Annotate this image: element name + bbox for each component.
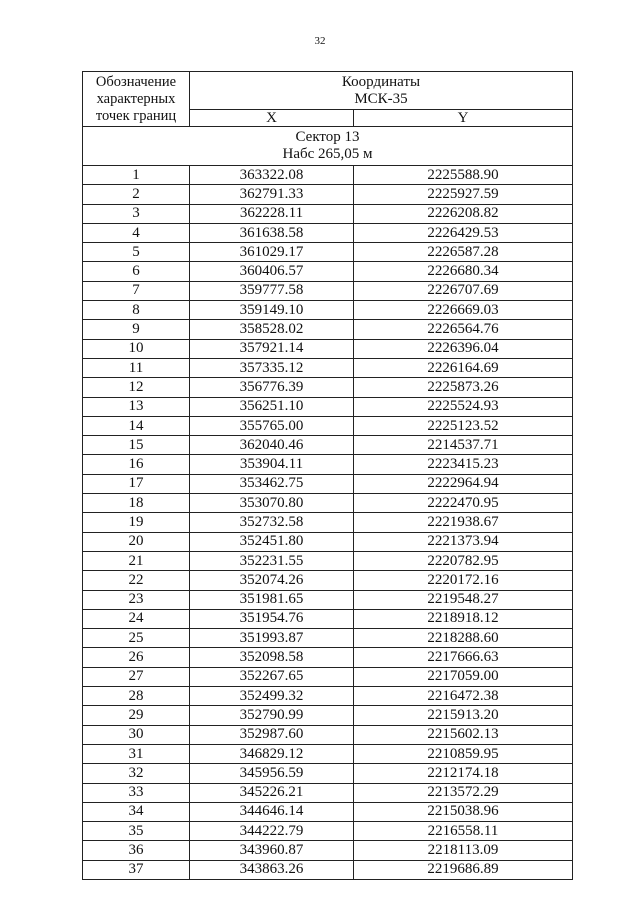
table-row — [83, 358, 573, 377]
point-number-cell: 1 — [83, 166, 190, 185]
x-coordinate-cell: 343960.87 — [190, 841, 354, 860]
table-row — [83, 802, 573, 821]
y-coordinate-cell: 2216472.38 — [354, 687, 573, 706]
y-coordinate-cell: 2225927.59 — [354, 185, 573, 204]
y-coordinate-cell: 2225524.93 — [354, 397, 573, 416]
point-number-cell: 25 — [83, 629, 190, 648]
y-coordinate-cell: 2222470.95 — [354, 494, 573, 513]
y-coordinate-cell: 2226669.03 — [354, 301, 573, 320]
x-coordinate-cell: 359777.58 — [190, 281, 354, 300]
y-coordinate-cell: 2226396.04 — [354, 339, 573, 358]
y-coordinate-cell: 2216558.11 — [354, 822, 573, 841]
x-coordinate-cell: 358528.02 — [190, 320, 354, 339]
page-number: 32 — [314, 35, 326, 47]
x-coordinate-cell: 361029.17 — [190, 243, 354, 262]
table-row — [83, 223, 573, 242]
table-row — [83, 185, 573, 204]
table-row — [83, 687, 573, 706]
point-number-cell: 26 — [83, 648, 190, 667]
header-coordinates-line-1: Координаты — [341, 73, 421, 90]
table-row — [83, 166, 573, 185]
table-row — [83, 571, 573, 590]
x-coordinate-cell: 352231.55 — [190, 551, 354, 570]
y-coordinate-cell: 2210859.95 — [354, 744, 573, 763]
column-x-header: X — [190, 110, 354, 127]
y-coordinate-cell: 2212174.18 — [354, 764, 573, 783]
y-coordinate-cell: 2226164.69 — [354, 358, 573, 377]
y-coordinate-cell: 2218288.60 — [354, 629, 573, 648]
y-coordinate-cell: 2226680.34 — [354, 262, 573, 281]
x-coordinate-cell: 351993.87 — [190, 629, 354, 648]
y-coordinate-cell: 2225588.90 — [354, 166, 573, 185]
y-coordinate-cell: 2226429.53 — [354, 223, 573, 242]
point-number-cell: 8 — [83, 301, 190, 320]
x-coordinate-cell: 353462.75 — [190, 474, 354, 493]
x-coordinate-cell: 352499.32 — [190, 687, 354, 706]
table-row — [83, 744, 573, 763]
point-number-cell: 27 — [83, 667, 190, 686]
point-number-cell: 21 — [83, 551, 190, 570]
point-number-cell: 31 — [83, 744, 190, 763]
y-coordinate-cell: 2214537.71 — [354, 436, 573, 455]
point-number-cell: 24 — [83, 609, 190, 628]
x-coordinate-cell: 361638.58 — [190, 223, 354, 242]
point-number-cell: 29 — [83, 706, 190, 725]
point-number-cell: 11 — [83, 358, 190, 377]
y-coordinate-cell: 2219548.27 — [354, 590, 573, 609]
point-number-cell: 16 — [83, 455, 190, 474]
y-coordinate-cell: 2223415.23 — [354, 455, 573, 474]
table-row — [83, 590, 573, 609]
x-coordinate-cell: 344646.14 — [190, 802, 354, 821]
point-number-cell: 30 — [83, 725, 190, 744]
point-number-cell: 5 — [83, 243, 190, 262]
y-coordinate-cell: 2217059.00 — [354, 667, 573, 686]
point-number-cell: 10 — [83, 339, 190, 358]
x-coordinate-cell: 352732.58 — [190, 513, 354, 532]
point-number-cell: 6 — [83, 262, 190, 281]
point-number-cell: 23 — [83, 590, 190, 609]
y-coordinate-cell: 2225123.52 — [354, 416, 573, 435]
x-coordinate-cell: 346829.12 — [190, 744, 354, 763]
y-coordinate-cell: 2219686.89 — [354, 860, 573, 879]
x-coordinate-cell: 352451.80 — [190, 532, 354, 551]
x-coordinate-cell: 362228.11 — [190, 204, 354, 223]
point-number-cell: 3 — [83, 204, 190, 223]
table-row — [83, 243, 573, 262]
y-coordinate-cell: 2226564.76 — [354, 320, 573, 339]
sector-title: Сектор 13 — [295, 129, 360, 145]
point-number-cell: 14 — [83, 416, 190, 435]
table-row — [83, 397, 573, 416]
table-row — [83, 339, 573, 358]
y-coordinate-cell: 2226707.69 — [354, 281, 573, 300]
table-row — [83, 301, 573, 320]
table-row — [83, 513, 573, 532]
table-row — [83, 281, 573, 300]
y-coordinate-cell: 2213572.29 — [354, 783, 573, 802]
x-coordinate-cell: 352267.65 — [190, 667, 354, 686]
table-row — [83, 551, 573, 570]
table-row — [83, 455, 573, 474]
table-row — [83, 320, 573, 339]
point-number-cell: 33 — [83, 783, 190, 802]
x-coordinate-cell: 352098.58 — [190, 648, 354, 667]
point-number-cell: 36 — [83, 841, 190, 860]
y-coordinate-cell: 2218113.09 — [354, 841, 573, 860]
x-coordinate-cell: 357335.12 — [190, 358, 354, 377]
header-coordinates — [190, 72, 573, 110]
x-coordinate-cell: 352074.26 — [190, 571, 354, 590]
column-y-header: Y — [354, 110, 573, 127]
y-coordinate-cell: 2226208.82 — [354, 204, 573, 223]
y-coordinate-cell: 2218918.12 — [354, 609, 573, 628]
table-row — [83, 262, 573, 281]
y-coordinate-cell: 2220172.16 — [354, 571, 573, 590]
x-coordinate-cell: 355765.00 — [190, 416, 354, 435]
sector-height: Набс 265,05 м — [282, 146, 373, 162]
y-coordinate-cell: 2225873.26 — [354, 378, 573, 397]
y-coordinate-cell: 2215913.20 — [354, 706, 573, 725]
x-coordinate-cell: 362791.33 — [190, 185, 354, 204]
x-coordinate-cell: 351954.76 — [190, 609, 354, 628]
y-coordinate-cell: 2222964.94 — [354, 474, 573, 493]
table-row — [83, 204, 573, 223]
y-coordinate-cell: 2215038.96 — [354, 802, 573, 821]
table-row — [83, 648, 573, 667]
coordinates-table — [82, 71, 573, 880]
point-number-cell: 32 — [83, 764, 190, 783]
x-coordinate-cell: 345226.21 — [190, 783, 354, 802]
header-points-line-1: Обозначение — [95, 73, 177, 90]
x-coordinate-cell: 344222.79 — [190, 822, 354, 841]
point-number-cell: 13 — [83, 397, 190, 416]
point-number-cell: 9 — [83, 320, 190, 339]
table-row — [83, 378, 573, 397]
x-coordinate-cell: 363322.08 — [190, 166, 354, 185]
x-coordinate-cell: 353904.11 — [190, 455, 354, 474]
header-points — [83, 72, 190, 127]
x-coordinate-cell: 353070.80 — [190, 494, 354, 513]
x-coordinate-cell: 362040.46 — [190, 436, 354, 455]
x-coordinate-cell: 345956.59 — [190, 764, 354, 783]
point-number-cell: 37 — [83, 860, 190, 879]
header-points-line-3: точек границ — [95, 107, 177, 124]
point-number-cell: 2 — [83, 185, 190, 204]
x-coordinate-cell: 352790.99 — [190, 706, 354, 725]
point-number-cell: 22 — [83, 571, 190, 590]
y-coordinate-cell: 2217666.63 — [354, 648, 573, 667]
point-number-cell: 18 — [83, 494, 190, 513]
y-coordinate-cell: 2221938.67 — [354, 513, 573, 532]
x-coordinate-cell: 357921.14 — [190, 339, 354, 358]
point-number-cell: 34 — [83, 802, 190, 821]
header-coordinates-line-2: МСК-35 — [354, 90, 408, 107]
table-row — [83, 764, 573, 783]
x-coordinate-cell: 356776.39 — [190, 378, 354, 397]
point-number-cell: 35 — [83, 822, 190, 841]
y-coordinate-cell: 2221373.94 — [354, 532, 573, 551]
y-coordinate-cell: 2215602.13 — [354, 725, 573, 744]
table-row — [83, 532, 573, 551]
x-coordinate-cell: 359149.10 — [190, 301, 354, 320]
table-row — [83, 822, 573, 841]
table-row — [83, 725, 573, 744]
point-number-cell: 17 — [83, 474, 190, 493]
point-number-cell: 19 — [83, 513, 190, 532]
table-row — [83, 609, 573, 628]
x-coordinate-cell: 352987.60 — [190, 725, 354, 744]
header-points-line-2: характерных — [96, 90, 176, 107]
table-row — [83, 783, 573, 802]
point-number-cell: 28 — [83, 687, 190, 706]
point-number-cell: 12 — [83, 378, 190, 397]
point-number-cell: 4 — [83, 223, 190, 242]
table-row — [83, 436, 573, 455]
x-coordinate-cell: 351981.65 — [190, 590, 354, 609]
table-row — [83, 667, 573, 686]
x-coordinate-cell: 360406.57 — [190, 262, 354, 281]
y-coordinate-cell: 2226587.28 — [354, 243, 573, 262]
sector-header — [83, 127, 573, 166]
point-number-cell: 20 — [83, 532, 190, 551]
point-number-cell: 15 — [83, 436, 190, 455]
table-row — [83, 629, 573, 648]
y-coordinate-cell: 2220782.95 — [354, 551, 573, 570]
point-number-cell: 7 — [83, 281, 190, 300]
table-row — [83, 706, 573, 725]
x-coordinate-cell: 356251.10 — [190, 397, 354, 416]
table-row — [83, 474, 573, 493]
table-row — [83, 494, 573, 513]
table-row — [83, 841, 573, 860]
x-coordinate-cell: 343863.26 — [190, 860, 354, 879]
table-row — [83, 860, 573, 879]
table-row — [83, 416, 573, 435]
